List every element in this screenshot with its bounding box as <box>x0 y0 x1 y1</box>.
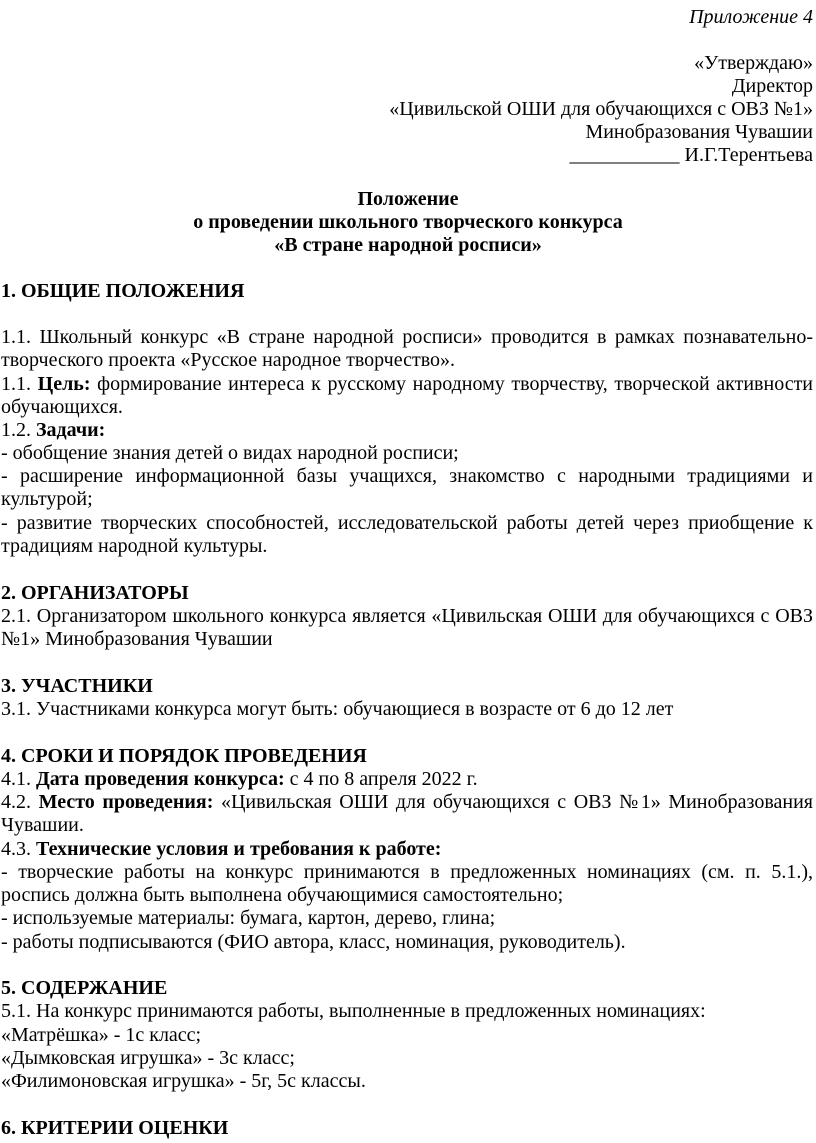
section-1-heading: 1. ОБЩИЕ ПОЛОЖЕНИЯ <box>1 280 245 302</box>
section-5-para-1: 5.1. На конкурс принимаются работы, выполненные в предложенных номинациях: <box>1 1000 706 1022</box>
section-4-place-b: Чувашии. <box>1 814 84 836</box>
place-label: Место проведения: <box>38 791 214 813</box>
requirements-label: Технические условия и требования к работе: <box>36 838 442 860</box>
section-2-para-1b: №1» Минобразования Чувашии <box>1 628 273 650</box>
goal-label: Цель: <box>37 373 91 395</box>
task-item-2b: культурой; <box>1 488 93 510</box>
tasks-number: 1.2. <box>1 419 36 441</box>
doc-title-line-2: о проведении школьного творческого конкурса <box>193 211 623 233</box>
task-item-3b: традициям народной культуры. <box>1 535 268 557</box>
approval-line-1: «Утверждаю» <box>694 52 813 74</box>
date-text: с 4 по 8 апреля 2022 г. <box>284 768 478 790</box>
section-3-heading: 3. УЧАСТНИКИ <box>1 675 153 697</box>
appendix-label: Приложение 4 <box>689 6 813 28</box>
requirement-item-1a: - творческие работы на конкурс принимаются в предложенных номинациях (см. п. 5.1.), <box>1 861 813 883</box>
requirement-item-2: - используемые материалы: бумага, картон, дерево, глина; <box>1 907 496 929</box>
nomination-2: «Дымковская игрушка» - 3с класс; <box>1 1047 295 1069</box>
section-1-goal-line-a <box>1 373 813 396</box>
approval-line-4: Минобразования Чувашии <box>585 121 813 143</box>
goal-text: формирование интереса к русскому народному творчеству, творческой активности <box>90 373 814 395</box>
section-2-heading: 2. ОРГАНИЗАТОРЫ <box>1 582 189 604</box>
approval-signature-line: ___________ И.Г.Терентьева <box>569 144 813 166</box>
requirement-item-3: - работы подписываются (ФИО автора, класс, номинация, руководитель). <box>1 931 626 953</box>
place-text: «Цивильская ОШИ для обучающихся с ОВЗ №1» Минобразования <box>213 791 814 813</box>
doc-title-line-3: «В стране народной росписи» <box>274 234 542 256</box>
task-item-3a: - развитие творческих способностей, исследовательской работы детей через приобщение к <box>1 512 813 534</box>
section-6-heading: 6. КРИТЕРИИ ОЦЕНКИ <box>1 1117 229 1139</box>
section-2-para-1a: 2.1. Организатором школьного конкурса является «Цивильская ОШИ для обучающихся с ОВЗ <box>1 605 813 627</box>
section-4-requirements-label <box>1 838 441 861</box>
section-1-tasks-label <box>1 419 105 442</box>
date-label: Дата проведения конкурса: <box>36 768 285 790</box>
place-number: 4.2. <box>1 791 39 813</box>
nomination-3: «Филимоновская игрушка» - 5г, 5с классы. <box>1 1070 366 1092</box>
tasks-label: Задачи: <box>36 419 106 441</box>
doc-title-line-1: Положение <box>357 188 459 210</box>
requirements-number: 4.3. <box>1 838 36 860</box>
goal-number: 1.1. <box>1 373 38 395</box>
section-1-goal-line-b: обучающихся. <box>1 396 123 418</box>
nomination-1: «Матрёшка» - 1с класс; <box>1 1024 202 1046</box>
section-1-para-1a: 1.1. Школьный конкурс «В стране народной росписи» проводится в рамках познавательно- <box>1 326 813 348</box>
section-4-date <box>1 768 478 791</box>
approval-line-2: Директор <box>731 75 813 97</box>
task-item-1: - обобщение знания детей о видах народной росписи; <box>1 442 459 464</box>
requirement-item-1b: роспись должна быть выполнена обучающимися самостоятельно; <box>1 884 564 906</box>
section-4-heading: 4. СРОКИ И ПОРЯДОК ПРОВЕДЕНИЯ <box>1 745 367 767</box>
section-3-para-1: 3.1. Участниками конкурса могут быть: обучающиеся в возрасте от 6 до 12 лет <box>1 698 674 720</box>
date-number: 4.1. <box>1 768 36 790</box>
section-4-place-a <box>1 791 813 814</box>
section-5-heading: 5. СОДЕРЖАНИЕ <box>1 977 168 999</box>
section-1-para-1b: творческого проекта «Русское народное творчество». <box>1 349 456 371</box>
task-item-2a: - расширение информационной базы учащихся, знакомство с народными традициями и <box>1 465 813 487</box>
approval-line-3: «Цивильской ОШИ для обучающихся с ОВЗ №1» <box>389 98 813 120</box>
